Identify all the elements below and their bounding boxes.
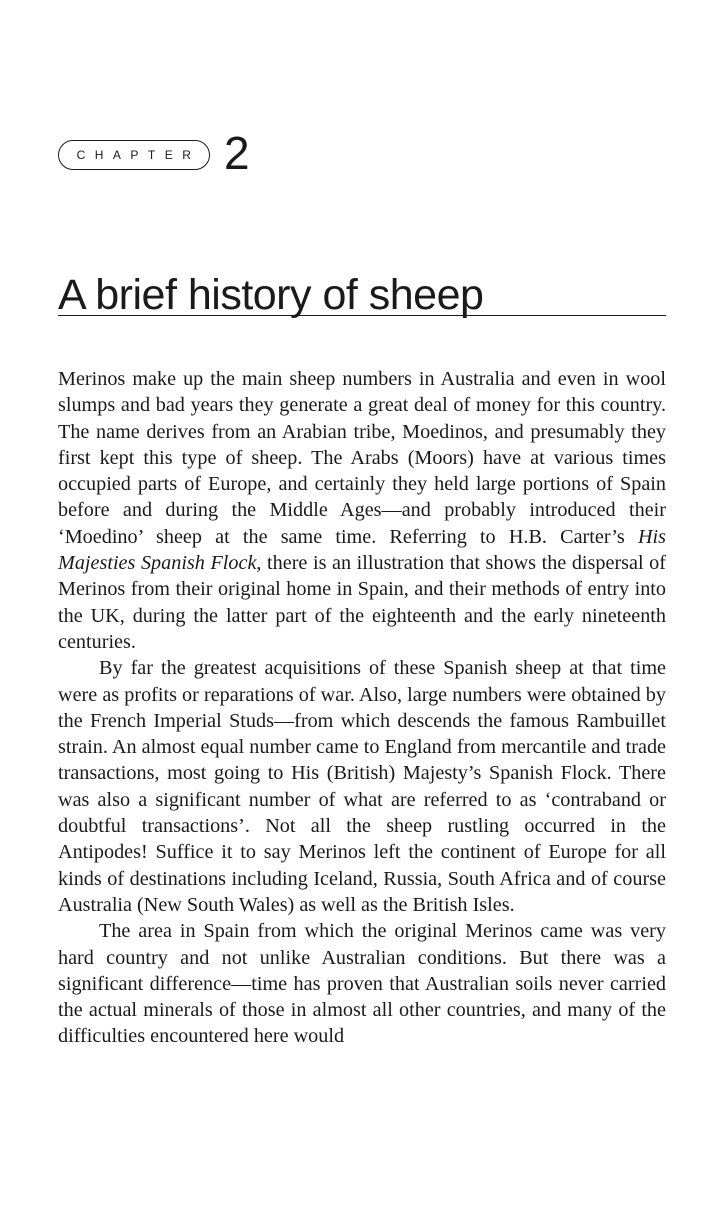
book-title-italic: His Majesties Spanish Flock [58,525,666,575]
paragraph-3: The area in Spain from which the original Merinos came was very hard country and not unlike Australian conditions. But there was a significant difference—time has proven that Australian soils never carried the actual minerals of those in almost all other countries, and many of the difficulties encountered here would [58,920,666,1048]
paragraph-1 [58,366,666,655]
body-text [58,366,666,1050]
chapter-heading [58,127,250,179]
title-rule [58,266,666,319]
paragraph-1-text-end: , there is an illustration that shows the dispersal of Merinos from their original home in Spain, and their methods of entry into the UK, during the latter part of the eighteenth and the early nineteenth centuries. [58,552,666,653]
page-title: A brief history of sheep [58,271,484,319]
paragraph-2: By far the greatest acquisitions of these Spanish sheep at that time were as profits or reparations of war. Also, large numbers were obtained by the French Imperial Studs—from which descends the famous Rambuillet strain. An almost equal number came to England from mercantile and trade transactions, most going to His (British) Majesty’s Spanish Flock. There was also a significant number of what are referred to as ‘contraband or doubtful transactions’. Not all the sheep rustling occurred in the Antipodes! Suffice it to say Merinos left the continent of Europe for all kinds of destinations including Iceland, Russia, South Africa and of course Australia (New South Wales) as well as the British Isles. [58,657,666,916]
chapter-number: 2 [224,127,250,179]
chapter-label: CHAPTER [58,140,210,170]
paragraph-1-text-start: Merinos make up the main sheep numbers in Australia and even in wool slumps and bad years they generate a great deal of money for this country. The name derives from an Arabian tribe, Moedinos, and presumably they first kept this type of sheep. The Arabs (Moors) have at various times occupied parts of Europe, and certainly they held large portions of Spain before and during the Middle Ages—and probably introduced their ‘Moedino’ sheep at the same time. Referring to H.B. Carter’s [58,368,666,548]
